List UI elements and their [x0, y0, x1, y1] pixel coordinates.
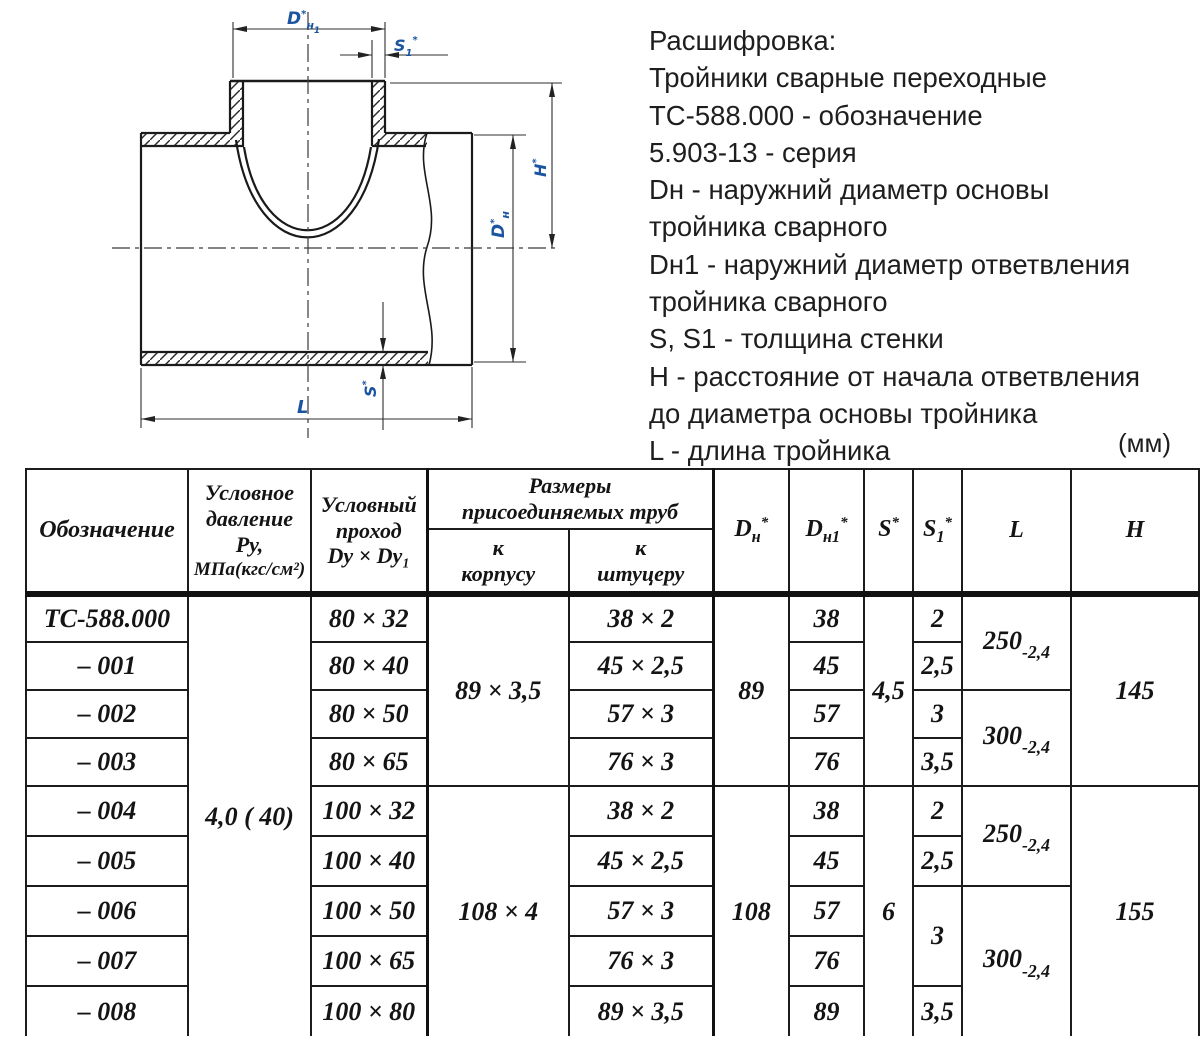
break-line [423, 133, 432, 365]
cell-dn1: 57 [789, 886, 864, 936]
col-header-dn: $D_н^*$ [713, 469, 789, 594]
cell-stub-pipe: 45 × 2,5 [569, 836, 713, 886]
cell-designation: – 004 [26, 786, 188, 836]
cell-stub-pipe: 57 × 3 [569, 886, 713, 936]
legend-line: Dн - наружний диаметр основы [649, 174, 1050, 206]
col-header-pressure: Условное давление Ру, МПа(кгс/см²) [188, 469, 311, 594]
legend-line: тройника сварного [649, 211, 888, 243]
legend-line: тройника сварного [649, 286, 888, 318]
cell-stub-pipe: 38 × 2 [569, 594, 713, 642]
cell-du: 100 × 50 [311, 886, 427, 936]
cell-s1: 2 [913, 786, 962, 836]
cell-designation: – 008 [26, 986, 188, 1036]
cell-s: 4,5 [864, 594, 913, 786]
cell-dn1: 38 [789, 594, 864, 642]
cell-dn1: 76 [789, 738, 864, 786]
cell-designation: – 001 [26, 642, 188, 690]
cell-s1: 2,5 [913, 642, 962, 690]
cell-l: $300_{-2,4}$ [962, 690, 1071, 786]
col-header-h: H [1071, 469, 1199, 594]
cell-s: 6 [864, 786, 913, 1036]
cell-du: 100 × 65 [311, 936, 427, 986]
cell-body-pipe: 89 × 3,5 [427, 594, 569, 786]
cell-dn: 89 [713, 594, 789, 786]
cell-h: 145 [1071, 594, 1199, 786]
legend-line: Dн1 - наружний диаметр ответвления [649, 248, 1131, 280]
cell-s1: 3,5 [913, 738, 962, 786]
col-header-to-stub: к штуцеру [569, 529, 713, 594]
cell-du: 80 × 50 [311, 690, 427, 738]
legend-line: ТС-588.000 - обозначение [649, 99, 983, 131]
cell-s1: 3,5 [913, 986, 962, 1036]
cell-dn1: 57 [789, 690, 864, 738]
units-label: (мм) [1118, 428, 1172, 458]
col-header-l: L [962, 469, 1071, 594]
cell-stub-pipe: 38 × 2 [569, 786, 713, 836]
cell-stub-pipe: 45 × 2,5 [569, 642, 713, 690]
cell-designation: ТС-588.000 [26, 594, 188, 642]
dim-label-height: H* [531, 158, 550, 177]
cell-dn: 108 [713, 786, 789, 1036]
pipe-outline [141, 133, 472, 365]
legend-line: до диаметра основы тройника [649, 397, 1038, 429]
cell-body-pipe: 108 × 4 [427, 786, 569, 1036]
cell-l: $250_{-2,4}$ [962, 594, 1071, 690]
legend-line: Расшифровка: [649, 25, 837, 56]
cell-dn1: 89 [789, 986, 864, 1036]
legend-line: S, S1 - толщина стенки [649, 323, 944, 355]
legend-line: 5.903-13 - серия [649, 136, 857, 168]
cell-dn1: 45 [789, 642, 864, 690]
cell-designation: – 002 [26, 690, 188, 738]
col-header-bore: Условный проход Dу × Dу₁ [311, 469, 427, 594]
cell-s1: 2 [913, 594, 962, 642]
cell-s1: 3 [913, 690, 962, 738]
legend-text-block [649, 22, 1140, 470]
cell-designation: – 006 [26, 886, 188, 936]
spec-table [25, 468, 1200, 1036]
dim-label-body-wall: S* [361, 380, 380, 397]
cell-stub-pipe: 57 × 3 [569, 690, 713, 738]
dim-label-body-diameter: $D^*_н$ [489, 211, 512, 238]
legend-line: Н - расстояние от начала ответвления [649, 360, 1141, 392]
cell-h: 155 [1071, 786, 1199, 1036]
col-header-to-body: к корпусу [427, 529, 569, 594]
cell-designation: – 003 [26, 738, 188, 786]
cell-dn1: 45 [789, 836, 864, 886]
cell-du: 80 × 40 [311, 642, 427, 690]
dim-label-branch-diameter: $D^*_{н1}$ [287, 9, 320, 36]
col-header-dn1: $D_{н1}^*$ [789, 469, 864, 594]
table-row [26, 594, 1199, 642]
legend-line: L - длина тройника [649, 435, 891, 467]
cell-stub-pipe: 89 × 3,5 [569, 986, 713, 1036]
cell-pressure: 4,0 ( 40) [188, 594, 311, 1036]
col-header-pipe-sizes-group: Размеры присоединяемых труб [427, 469, 713, 529]
cell-designation: – 007 [26, 936, 188, 986]
cell-l: $300_{-2,4}$ [962, 886, 1071, 1036]
cell-du: 80 × 65 [311, 738, 427, 786]
cell-designation: – 005 [26, 836, 188, 886]
cell-stub-pipe: 76 × 3 [569, 936, 713, 986]
cell-dn1: 76 [789, 936, 864, 986]
dim-label-branch-wall: $S_1^*$ [394, 35, 418, 59]
cell-s1: 2,5 [913, 836, 962, 886]
cell-l: $250_{-2,4}$ [962, 786, 1071, 886]
col-header-designation: Обозначение [26, 469, 188, 594]
legend-line: Тройники сварные переходные [649, 62, 1047, 94]
col-header-s: S* [864, 469, 913, 594]
cell-du: 100 × 80 [311, 986, 427, 1036]
dim-label-length: L [297, 397, 309, 418]
cell-dn1: 38 [789, 786, 864, 836]
tee-section-drawing [0, 0, 620, 450]
cell-s1: 3 [913, 886, 962, 986]
cell-du: 100 × 32 [311, 786, 427, 836]
col-header-s1: $S_1^*$ [913, 469, 962, 594]
cell-du: 100 × 40 [311, 836, 427, 886]
cell-stub-pipe: 76 × 3 [569, 738, 713, 786]
cell-du: 80 × 32 [311, 594, 427, 642]
